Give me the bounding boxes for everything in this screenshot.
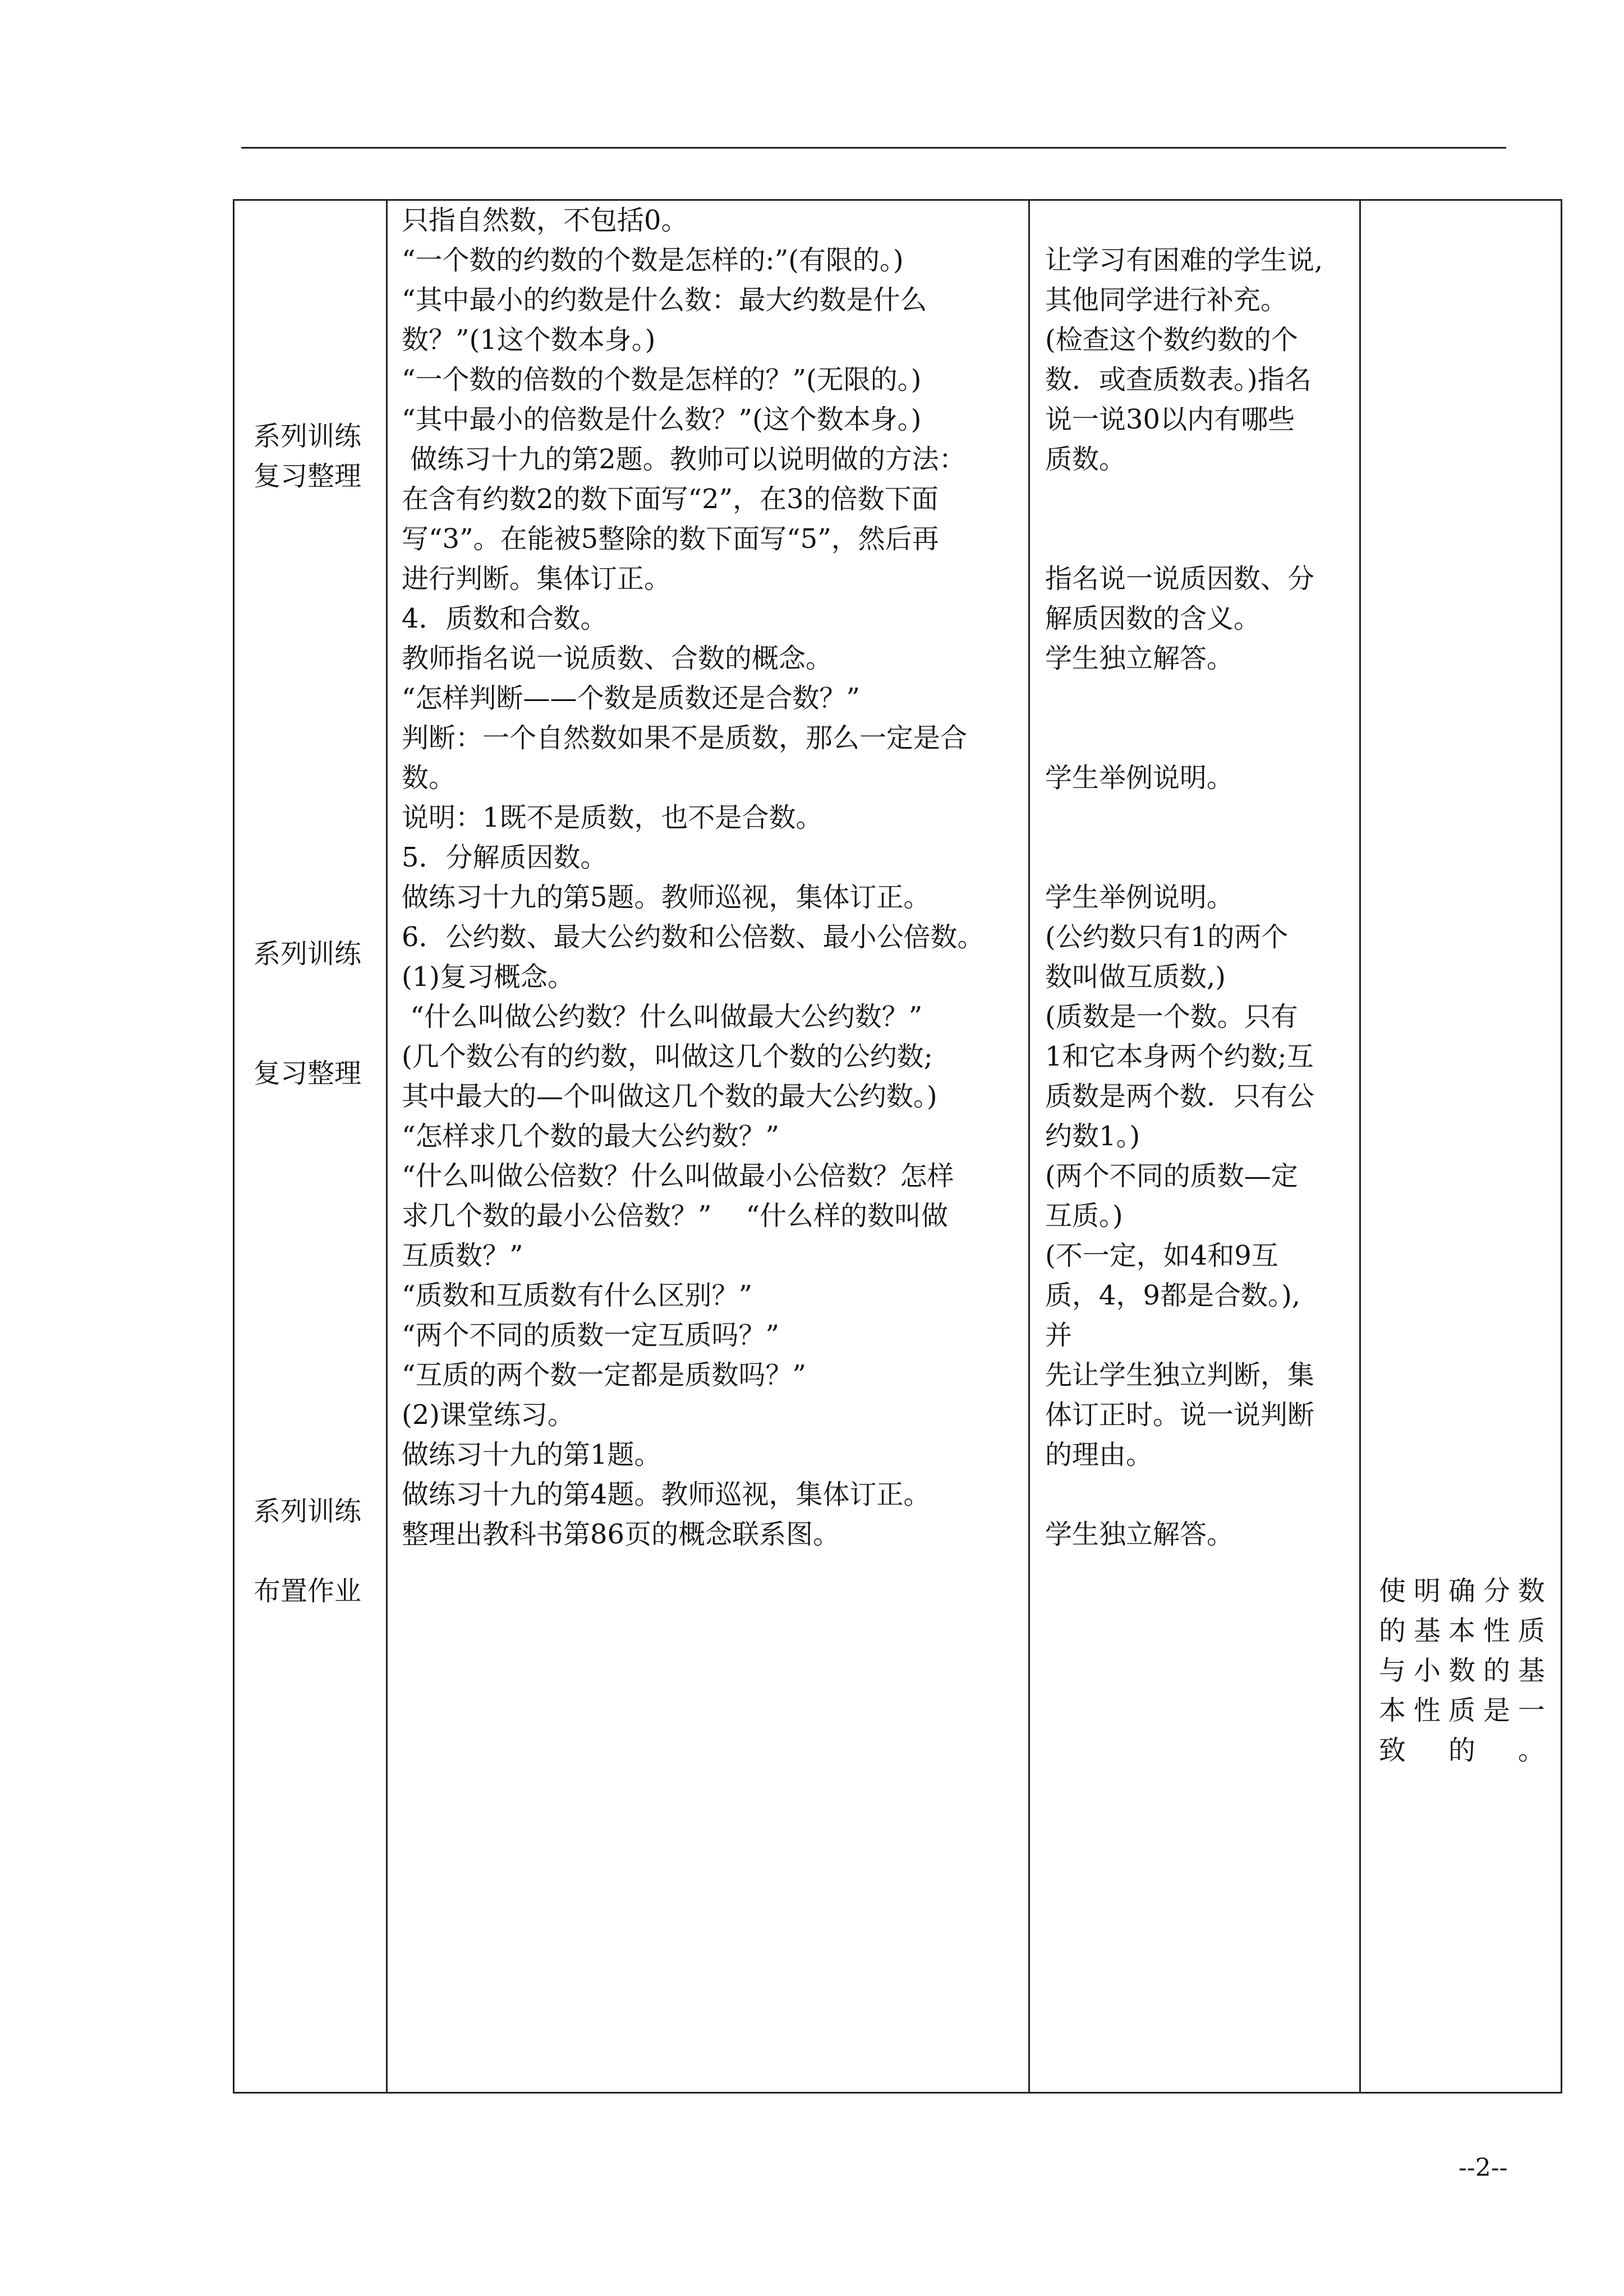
content-line: 做练习十九的第2题。教帅可以说明做的方法：	[402, 444, 966, 475]
content-line: 做练习十九的第1题。	[402, 1439, 661, 1470]
content-line: 只指自然数，不包括0。	[402, 205, 688, 236]
note-line: 的基本性质	[1379, 1615, 1545, 1647]
teaching-content-column	[402, 201, 984, 1555]
content-line: 数？”(1这个数本身。)	[402, 324, 656, 356]
content-line: (1)复习概念。	[402, 961, 574, 993]
content-line: “其中最小的约数是什么数：最大约数是什么	[402, 284, 927, 316]
note-line: 与小数的基	[1379, 1655, 1545, 1686]
activity-line	[1045, 1475, 1323, 1515]
content-line: 求几个数的最小公倍数？” “什么样的数叫做	[402, 1200, 949, 1232]
activity-line: 学生举例说明。	[1045, 762, 1234, 794]
content-line: “其中最小的倍数是什么数？”(这个数本身。)	[402, 404, 922, 435]
content-line: “互质的两个数一定都是质数吗？”	[402, 1359, 807, 1391]
activity-line: 体订正时。说一说判断	[1045, 1399, 1315, 1431]
content-line: 互质数？”	[402, 1240, 523, 1271]
activity-line: 约数1。)	[1045, 1121, 1140, 1152]
activity-line	[1045, 480, 1323, 519]
activity-line	[1045, 798, 1323, 838]
activity-line: 数．或查质数表。)指名	[1045, 364, 1312, 395]
content-line: 做练习十九的第4题。教师巡视，集体订正。	[402, 1479, 931, 1510]
activity-line: 指名说一说质因数、分	[1045, 563, 1315, 594]
activity-line: 质，4，9都是合数。),	[1045, 1280, 1301, 1311]
content-line: “怎样求几个数的最大公约数？”	[402, 1121, 780, 1152]
activity-line	[1045, 718, 1323, 758]
content-line: 6．公约数、最大公约数和公倍数、最小公倍数。	[402, 921, 984, 953]
content-line: 写“3”。在能被5整除的数下面写“5”，然后再	[402, 523, 939, 555]
content-line: “质数和互质数有什么区别？”	[402, 1280, 753, 1311]
content-line: 5．分解质因数。	[402, 842, 608, 873]
activity-line: 并	[1045, 1320, 1073, 1351]
activity-line: 学生独立解答。	[1045, 1519, 1234, 1550]
content-line: 4．质数和合数。	[402, 603, 608, 634]
content-line: (2)课堂练习。	[402, 1399, 574, 1431]
activity-line: 学生举例说明。	[1045, 882, 1234, 913]
student-activity-column	[1045, 201, 1323, 1555]
section-label: 系列训练	[254, 1496, 362, 1527]
activity-line: 质数。	[1045, 444, 1126, 475]
section-label: 复习整理	[254, 1058, 362, 1089]
activity-line: 学生独立解答。	[1045, 643, 1234, 674]
content-line: 数。	[402, 762, 456, 794]
header-rule	[241, 147, 1506, 149]
section-label: 布置作业	[254, 1575, 362, 1607]
activity-line: 的理由。	[1045, 1439, 1153, 1470]
activity-line: (质数是一个数。只有	[1045, 1001, 1298, 1032]
section-label: 系列训练	[254, 421, 362, 452]
content-line: 其中最大的—个叫做这几个数的最大公约数。)	[402, 1081, 937, 1112]
content-line: 做练习十九的第5题。教师巡视，集体订正。	[402, 882, 931, 913]
section-label: 系列训练	[254, 938, 362, 970]
content-line: 在含有约数2的数下面写“2”，在3的倍数下面	[402, 483, 938, 515]
activity-line: 质数是两个数．只有公	[1045, 1081, 1315, 1112]
content-line: (几个数公有的约数，叫做这几个数的公约数;	[402, 1041, 933, 1072]
section-label: 复习整理	[254, 460, 362, 492]
activity-line: (两个不同的质数—定	[1045, 1160, 1298, 1192]
activity-line: 说一说30以内有哪些	[1045, 404, 1295, 435]
content-line: 进行判断。集体订正。	[402, 563, 671, 594]
page-number: --2--	[1459, 2154, 1508, 2182]
content-line: 教师指名说一说质数、合数的概念。	[402, 643, 833, 674]
content-line: “什么叫做公倍数？什么叫做最小公倍数？怎样	[402, 1160, 954, 1192]
content-line: “两个不同的质数一定互质吗？”	[402, 1320, 780, 1351]
activity-line: 互质。)	[1045, 1200, 1123, 1232]
activity-line	[1045, 201, 1323, 241]
content-line: “一个数的倍数的个数是怎样的？”(无限的。)	[402, 364, 922, 395]
column-divider-2	[1028, 201, 1030, 2092]
content-line: “一个数的约数的个数是怎样的:”(有限的。)	[402, 245, 904, 276]
activity-line	[1045, 838, 1323, 878]
lesson-plan-table	[233, 199, 1562, 2094]
activity-line: (检查这个数约数的个	[1045, 324, 1298, 356]
activity-line: 1和它本身两个约数;互	[1045, 1041, 1314, 1072]
activity-line: 其他同学进行补充。	[1045, 284, 1288, 316]
activity-line: 解质因数的含义。	[1045, 603, 1261, 634]
note-line: 致的。	[1379, 1735, 1545, 1766]
content-line: “什么叫做公约数？什么叫做最大公约数？”	[402, 1001, 923, 1032]
activity-line: 让学习有困难的学生说,	[1045, 245, 1323, 276]
content-line: 整理出教科书第86页的概念联系图。	[402, 1519, 840, 1550]
activity-line: (公约数只有1的两个	[1045, 921, 1289, 953]
activity-line	[1045, 519, 1323, 559]
content-line: 判断：一个自然数如果不是质数，那么一定是合	[402, 722, 968, 754]
notes-column	[1379, 1571, 1545, 1771]
activity-line	[1045, 679, 1323, 718]
content-line: “怎样判断——个数是质数还是合数？”	[402, 683, 861, 714]
activity-line: 数叫做互质数,)	[1045, 961, 1226, 993]
column-divider-1	[386, 201, 388, 2092]
content-line: 说明：1既不是质数，也不是合数。	[402, 802, 823, 833]
activity-line: (不一定，如4和9互	[1045, 1240, 1278, 1271]
note-line: 本性质是一	[1379, 1695, 1545, 1726]
activity-line: 先让学生独立判断，集	[1045, 1359, 1315, 1391]
column-divider-3	[1359, 201, 1361, 2092]
note-line: 使明确分数	[1379, 1575, 1545, 1607]
